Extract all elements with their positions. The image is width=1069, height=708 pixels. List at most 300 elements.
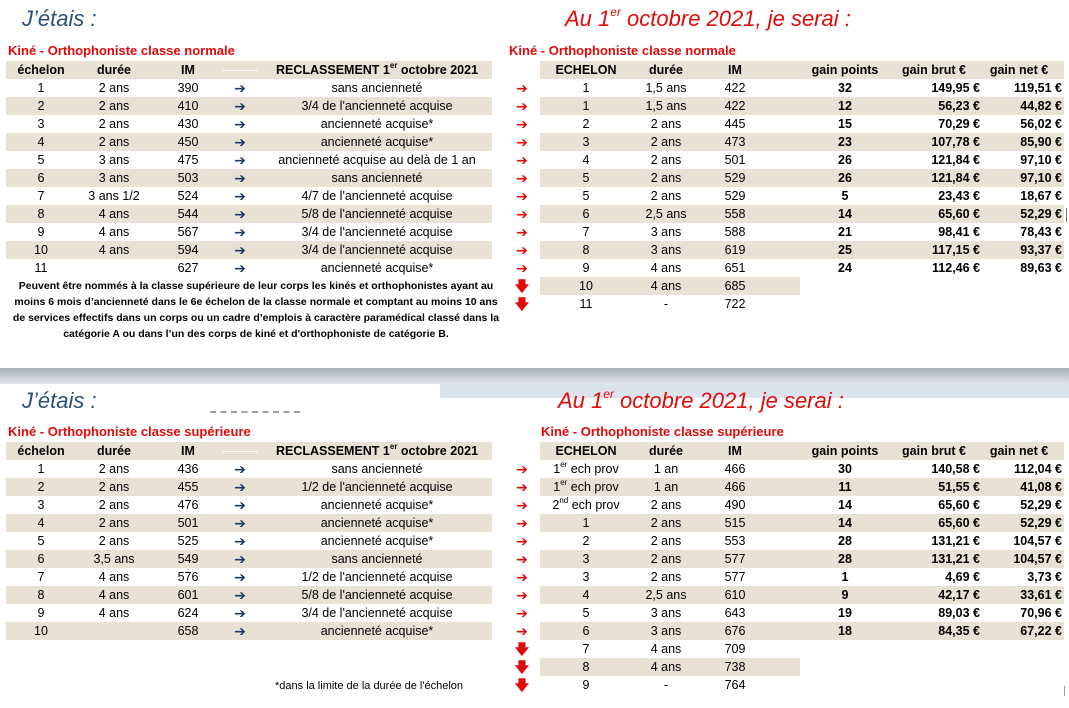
cell-im: 515 xyxy=(724,516,746,530)
heading-before: J’étais : xyxy=(22,6,97,31)
cell-im: 764 xyxy=(724,678,746,692)
header-reclassement xyxy=(262,61,492,79)
cell-duree: 3,5 ans xyxy=(93,552,135,566)
cell-im: 525 xyxy=(177,534,199,548)
cell-im: 475 xyxy=(177,153,199,167)
cell-duree: 2 ans xyxy=(98,462,130,476)
table-row-left xyxy=(6,514,492,532)
cell-gain-points: 28 xyxy=(838,552,852,566)
cell-im: 627 xyxy=(177,261,199,275)
header-gain-points: gain points xyxy=(811,63,879,77)
arrow-right-icon: ➔ xyxy=(234,569,246,585)
cell-im: 490 xyxy=(724,498,746,512)
header-im: IM xyxy=(181,444,195,458)
cell-echelon xyxy=(540,658,632,676)
cell-gain-brut: 89,03 € xyxy=(938,606,980,620)
cell-gain-brut: 112,46 € xyxy=(932,261,980,275)
cell-gain-points: 5 xyxy=(841,189,849,203)
cell-reclassement: ancienneté acquise* xyxy=(320,534,434,548)
table-title-right: Kiné - Orthophoniste classe supérieure xyxy=(541,424,784,439)
cell-im: 576 xyxy=(177,570,199,584)
cell-duree: - xyxy=(663,678,669,692)
cell-duree: 2 ans xyxy=(650,498,682,512)
cell-im: 738 xyxy=(724,660,746,674)
header-im: IM xyxy=(728,444,742,458)
cell-gain-net: 93,37 € xyxy=(1020,243,1062,257)
cell-echelon-num: 9 xyxy=(582,678,590,692)
cell-echelon: 3 xyxy=(37,498,45,512)
heading-after-pre: Au 1 xyxy=(565,6,611,31)
table-row-right xyxy=(540,640,800,658)
cell-duree: 1,5 ans xyxy=(645,99,687,113)
cell-im: 624 xyxy=(177,606,199,620)
cell-im: 685 xyxy=(724,279,746,293)
cell-im: 529 xyxy=(724,189,746,203)
table-row-right xyxy=(540,79,1064,97)
arrow-right-icon: ➔ xyxy=(234,587,246,603)
table-row-right xyxy=(540,478,1064,496)
cell-echelon-num: 1 xyxy=(582,516,590,530)
cell-reclassement: sans ancienneté xyxy=(331,462,423,476)
heading-after-pre: Au 1 xyxy=(558,388,604,413)
cell-reclassement: ancienneté acquise* xyxy=(320,261,434,275)
header-gain-net: gain net € xyxy=(989,444,1049,458)
header-reclassement-sup: er xyxy=(389,61,398,70)
arrow-right-icon: ➔ xyxy=(516,260,528,276)
cell-echelon-suffix: ech prov xyxy=(567,462,619,476)
cell-im: 410 xyxy=(177,99,199,113)
cell-gain-brut: 131,21 € xyxy=(931,552,980,566)
header-gain-brut: gain brut € xyxy=(902,63,966,77)
cell-gain-points: 1 xyxy=(841,570,849,584)
arrow-right-icon: ➔ xyxy=(234,479,246,495)
cell-echelon: 1 xyxy=(37,462,45,476)
cell-gain-brut: 121,84 € xyxy=(931,171,980,185)
arrow-right-icon: ➔ xyxy=(516,497,528,513)
cell-echelon: 7 xyxy=(37,189,45,203)
table-row-left xyxy=(6,115,492,133)
cell-gain-net: 67,22 € xyxy=(1020,624,1062,638)
arrow-right-icon: ➔ xyxy=(516,461,528,477)
cell-echelon xyxy=(540,532,632,550)
arrow-right-icon: ➔ xyxy=(234,515,246,531)
cell-gain-brut: 149,95 € xyxy=(931,81,980,95)
cell-reclassement: 1/2 de l'ancienneté acquise xyxy=(301,480,453,494)
cell-duree: 2 ans xyxy=(650,153,682,167)
table-row-right xyxy=(540,532,1064,550)
cell-reclassement: ancienneté acquise* xyxy=(320,117,434,131)
table-header-left xyxy=(6,442,492,460)
cell-echelon-num: 7 xyxy=(582,642,590,656)
heading-before: J’étais : xyxy=(22,388,97,413)
cell-gain-points: 30 xyxy=(838,462,852,476)
cell-echelon-sup: er xyxy=(560,478,568,487)
cell-duree: 3 ans xyxy=(650,606,682,620)
edge-marker xyxy=(1066,208,1067,222)
cell-echelon: 8 xyxy=(582,243,590,257)
arrow-right-icon: ➔ xyxy=(234,80,246,96)
cell-reclassement: 3/4 de l'ancienneté acquise xyxy=(301,225,453,239)
cell-echelon: 5 xyxy=(582,189,590,203)
arrow-right-icon: ➔ xyxy=(516,587,528,603)
cell-gain-net: 97,10 € xyxy=(1020,153,1062,167)
cell-echelon: 1 xyxy=(582,99,590,113)
cell-gain-points: 25 xyxy=(838,243,852,257)
cell-gain-points: 9 xyxy=(841,588,849,602)
cell-reclassement: ancienneté acquise* xyxy=(320,516,434,530)
cell-gain-brut: 65,60 € xyxy=(938,207,980,221)
heading-after xyxy=(558,388,844,414)
cell-im: 466 xyxy=(724,480,746,494)
cell-echelon-num: 2 xyxy=(582,534,590,548)
table-row-right xyxy=(540,115,1064,133)
header-gain-brut: gain brut € xyxy=(902,444,966,458)
cell-echelon: 7 xyxy=(582,225,590,239)
cell-im: 553 xyxy=(724,534,746,548)
cell-echelon xyxy=(540,478,632,496)
cell-echelon-num: 4 xyxy=(582,588,590,602)
cell-im: 455 xyxy=(177,480,199,494)
arrow-right-icon: ➔ xyxy=(516,170,528,186)
cell-im: 577 xyxy=(724,552,746,566)
cell-gain-net: 33,61 € xyxy=(1020,588,1062,602)
cell-echelon-num: 3 xyxy=(582,570,590,584)
arrow-right-icon: ➔ xyxy=(234,224,246,240)
arrow-right-icon: ➔ xyxy=(516,152,528,168)
arrow-right-icon: ➔ xyxy=(516,515,528,531)
table-header-right xyxy=(540,61,1064,79)
cell-reclassement: 1/2 de l'ancienneté acquise xyxy=(301,570,453,584)
cell-echelon: 10 xyxy=(34,624,48,638)
cell-gain-net: 104,57 € xyxy=(1013,552,1062,566)
cell-reclassement: ancienneté acquise* xyxy=(320,135,434,149)
cell-duree: 3 ans 1/2 xyxy=(88,189,140,203)
cell-reclassement: 3/4 de l'ancienneté acquise xyxy=(301,99,453,113)
cell-gain-points: 26 xyxy=(838,171,852,185)
cell-gain-points: 11 xyxy=(838,480,852,494)
table-row-left xyxy=(6,259,492,277)
cell-im: 709 xyxy=(724,642,746,656)
cell-gain-net: 97,10 € xyxy=(1020,171,1062,185)
cell-gain-net: 52,29 € xyxy=(1020,207,1062,221)
arrow-right-icon: ➔ xyxy=(234,116,246,132)
cell-echelon: 2 xyxy=(37,480,45,494)
arrow-right-icon: ➔ xyxy=(234,170,246,186)
cell-gain-brut: 65,60 € xyxy=(938,498,980,512)
cell-echelon-sup: nd xyxy=(559,496,569,505)
cell-duree: 4 ans xyxy=(650,279,682,293)
arrow-right-icon: ➔ xyxy=(234,188,246,204)
cell-echelon: 5 xyxy=(37,153,45,167)
cell-gain-points: 14 xyxy=(838,516,852,530)
cell-duree: 2 ans xyxy=(650,189,682,203)
cell-duree: 2 ans xyxy=(98,480,130,494)
cell-im: 390 xyxy=(177,81,199,95)
cell-reclassement: ancienneté acquise* xyxy=(320,624,434,638)
arrow-right-icon: ➔ xyxy=(516,206,528,222)
cell-duree: 2 ans xyxy=(650,171,682,185)
cell-im: 658 xyxy=(177,624,199,638)
table-row-left xyxy=(6,223,492,241)
cell-echelon: 6 xyxy=(37,552,45,566)
cell-echelon: 11 xyxy=(579,297,593,311)
cell-duree: 2 ans xyxy=(98,534,130,548)
arrow-right-icon: ➔ xyxy=(516,605,528,621)
cell-gain-points: 21 xyxy=(838,225,852,239)
cell-echelon: 1 xyxy=(582,81,590,95)
cell-echelon-num: 6 xyxy=(582,624,590,638)
cell-im: 450 xyxy=(177,135,199,149)
edge-marker xyxy=(1064,686,1065,696)
cell-duree xyxy=(72,622,156,640)
table-row-left xyxy=(6,133,492,151)
table-row-left xyxy=(6,496,492,514)
cell-duree: 2 ans xyxy=(650,135,682,149)
cell-im: 422 xyxy=(724,99,746,113)
cell-im: 501 xyxy=(724,153,746,167)
arrow-right-icon: ➔ xyxy=(516,569,528,585)
cell-gain-net: 89,63 € xyxy=(1020,261,1062,275)
header-arrow-line xyxy=(222,70,258,71)
cell-im: 676 xyxy=(724,624,746,638)
cell-gain-brut: 70,29 € xyxy=(938,117,980,131)
cell-im: 722 xyxy=(724,297,746,311)
table-row-right xyxy=(540,622,1064,640)
cell-duree: 2,5 ans xyxy=(645,207,687,221)
arrow-right-icon: ➔ xyxy=(234,461,246,477)
cell-im: 436 xyxy=(177,462,199,476)
cell-duree: 4 ans xyxy=(650,660,682,674)
cell-echelon: 3 xyxy=(37,117,45,131)
table-row-left xyxy=(6,79,492,97)
cell-duree: 4 ans xyxy=(98,243,130,257)
table-row-right xyxy=(540,97,1064,115)
heading-after-post: octobre 2021, je serai : xyxy=(613,388,844,413)
header-echelon: ECHELON xyxy=(555,444,617,458)
cell-duree: 4 ans xyxy=(650,261,682,275)
cell-gain-net: 18,67 € xyxy=(1020,189,1062,203)
cell-echelon: 8 xyxy=(37,588,45,602)
heading-after xyxy=(565,6,851,32)
cell-echelon-sup: er xyxy=(560,460,568,469)
cell-gain-points: 14 xyxy=(838,498,852,512)
cell-im: 651 xyxy=(724,261,746,275)
cell-gain-brut: 98,41 € xyxy=(938,225,980,239)
table-row-left xyxy=(6,586,492,604)
cell-gain-net: 78,43 € xyxy=(1020,225,1062,239)
cell-gain-brut: 140,58 € xyxy=(931,462,980,476)
heading-after-sup: er xyxy=(610,5,621,19)
cell-reclassement: 3/4 de l'ancienneté acquise xyxy=(301,606,453,620)
table-row-right xyxy=(540,460,1064,478)
table-row-right xyxy=(540,223,1064,241)
arrow-right-icon: ➔ xyxy=(516,134,528,150)
arrow-right-icon: ➔ xyxy=(234,134,246,150)
table-row-right xyxy=(540,295,800,313)
cell-duree: 4 ans xyxy=(98,225,130,239)
cell-gain-net: 3,73 € xyxy=(1027,570,1062,584)
cell-duree: 2 ans xyxy=(98,117,130,131)
cell-im: 643 xyxy=(724,606,746,620)
arrow-right-icon: ➔ xyxy=(516,479,528,495)
table-row-right xyxy=(540,514,1064,532)
cell-im: 558 xyxy=(724,207,746,221)
cell-echelon-suffix: ech prov xyxy=(568,498,620,512)
dashed-line xyxy=(210,411,300,416)
cell-gain-points: 28 xyxy=(838,534,852,548)
cell-echelon-num: 5 xyxy=(582,606,590,620)
cell-im: 466 xyxy=(724,462,746,476)
cell-echelon xyxy=(540,514,632,532)
cell-gain-brut: 23,43 € xyxy=(938,189,980,203)
header-im: IM xyxy=(728,63,742,77)
header-duree: durée xyxy=(648,444,684,458)
arrow-right-icon: ➔ xyxy=(234,551,246,567)
cell-duree: 1 an xyxy=(653,480,679,494)
cell-echelon xyxy=(540,460,632,478)
cell-duree: 3 ans xyxy=(98,153,130,167)
cell-im: 473 xyxy=(724,135,746,149)
cell-duree: 2 ans xyxy=(650,117,682,131)
cell-duree xyxy=(72,259,156,277)
heading-after-post: octobre 2021, je serai : xyxy=(620,6,851,31)
table-row-left xyxy=(6,460,492,478)
cell-reclassement: sans ancienneté xyxy=(331,552,423,566)
cell-echelon: 4 xyxy=(37,135,45,149)
arrow-right-icon: ➔ xyxy=(234,206,246,222)
cell-echelon xyxy=(540,604,632,622)
cell-echelon: 10 xyxy=(34,243,48,257)
cell-echelon-num: 1 xyxy=(553,480,561,494)
slide-separator xyxy=(0,368,1069,384)
cell-duree: 1 an xyxy=(653,462,679,476)
table-row-right xyxy=(540,133,1064,151)
cell-echelon xyxy=(540,676,632,694)
arrow-right-icon: ➔ xyxy=(234,242,246,258)
cell-echelon: 1 xyxy=(37,81,45,95)
table-row-left xyxy=(6,478,492,496)
table-row-right xyxy=(540,241,1064,259)
arrow-down-icon: 🡇 xyxy=(514,659,530,675)
cell-duree: 2 ans xyxy=(98,516,130,530)
cell-echelon-suffix: ech prov xyxy=(567,480,619,494)
arrow-down-icon: 🡇 xyxy=(514,641,530,657)
header-duree: durée xyxy=(648,63,684,77)
cell-duree: 3 ans xyxy=(650,243,682,257)
table-row-left xyxy=(6,568,492,586)
cell-gain-net: 70,96 € xyxy=(1020,606,1062,620)
arrow-right-icon: ➔ xyxy=(516,98,528,114)
header-duree: durée xyxy=(96,444,132,458)
cell-echelon xyxy=(540,550,632,568)
cell-reclassement: sans ancienneté xyxy=(331,81,423,95)
cell-gain-points: 18 xyxy=(838,624,852,638)
cell-echelon: 3 xyxy=(582,135,590,149)
table-row-right xyxy=(540,604,1064,622)
cell-echelon xyxy=(540,586,632,604)
cell-echelon: 8 xyxy=(37,207,45,221)
table-row-left xyxy=(6,151,492,169)
table-row-right xyxy=(540,568,1064,586)
table-title-right: Kiné - Orthophoniste classe normale xyxy=(509,43,736,58)
reclassement-table-superieure xyxy=(0,442,1069,702)
arrow-right-icon: ➔ xyxy=(234,605,246,621)
cell-im: 544 xyxy=(177,207,199,221)
table-row-left xyxy=(6,604,492,622)
cell-duree: 4 ans xyxy=(650,642,682,656)
cell-duree: 3 ans xyxy=(650,624,682,638)
cell-echelon: 4 xyxy=(37,516,45,530)
cell-duree: 2 ans xyxy=(650,516,682,530)
cell-reclassement: 5/8 de l'ancienneté acquise xyxy=(301,588,453,602)
table-row-right xyxy=(540,586,1064,604)
cell-im: 567 xyxy=(177,225,199,239)
table-row-right xyxy=(540,277,800,295)
cell-duree: 2 ans xyxy=(650,570,682,584)
cell-duree: 3 ans xyxy=(98,171,130,185)
arrow-down-icon: 🡇 xyxy=(514,278,530,294)
cell-gain-net: 56,02 € xyxy=(1020,117,1062,131)
cell-reclassement: 3/4 de l'ancienneté acquise xyxy=(301,243,453,257)
table-row-left xyxy=(6,241,492,259)
cell-reclassement: sans ancienneté xyxy=(331,171,423,185)
table-row-right xyxy=(540,658,800,676)
cell-echelon xyxy=(540,568,632,586)
header-reclassement-sup: er xyxy=(389,442,398,451)
table-header-left xyxy=(6,61,492,79)
cell-echelon: 6 xyxy=(37,171,45,185)
header-reclassement-pre: RECLASSEMENT 1 xyxy=(275,63,390,77)
arrow-right-icon: ➔ xyxy=(516,80,528,96)
header-reclassement-post: octobre 2021 xyxy=(397,63,479,77)
table-row-right xyxy=(540,187,1064,205)
cell-im: 619 xyxy=(724,243,746,257)
cell-echelon: 9 xyxy=(37,225,45,239)
cell-gain-net: 119,51 € xyxy=(1014,81,1062,95)
cell-echelon: 5 xyxy=(582,171,590,185)
table-row-right xyxy=(540,676,800,694)
cell-reclassement: 4/7 de l'ancienneté acquise xyxy=(301,189,453,203)
cell-im: 529 xyxy=(724,171,746,185)
cell-gain-points: 15 xyxy=(838,117,852,131)
arrow-right-icon: ➔ xyxy=(516,551,528,567)
cell-gain-brut: 121,84 € xyxy=(931,153,980,167)
cell-echelon-num: 2 xyxy=(552,498,560,512)
cell-duree: 2 ans xyxy=(98,99,130,113)
cell-im: 610 xyxy=(724,588,746,602)
table-row-left xyxy=(6,187,492,205)
table-row-left xyxy=(6,622,492,640)
cell-gain-points: 12 xyxy=(838,99,852,113)
cell-gain-brut: 51,55 € xyxy=(938,480,980,494)
cell-echelon-num: 8 xyxy=(582,660,590,674)
header-arrow-line xyxy=(222,451,258,452)
cell-duree: 2 ans xyxy=(98,135,130,149)
cell-duree: - xyxy=(663,297,669,311)
cell-echelon: 6 xyxy=(582,207,590,221)
table-row-right xyxy=(540,205,1064,223)
slide-classe-superieure xyxy=(0,384,1069,708)
cell-im: 503 xyxy=(177,171,199,185)
arrow-down-icon: 🡇 xyxy=(514,677,530,693)
cell-echelon xyxy=(540,496,632,514)
cell-gain-brut: 107,78 € xyxy=(931,135,980,149)
cell-duree: 2,5 ans xyxy=(645,588,687,602)
table-row-right xyxy=(540,550,1064,568)
cell-im: 422 xyxy=(724,81,746,95)
cell-im: 594 xyxy=(177,243,199,257)
cell-gain-net: 104,57 € xyxy=(1013,534,1062,548)
